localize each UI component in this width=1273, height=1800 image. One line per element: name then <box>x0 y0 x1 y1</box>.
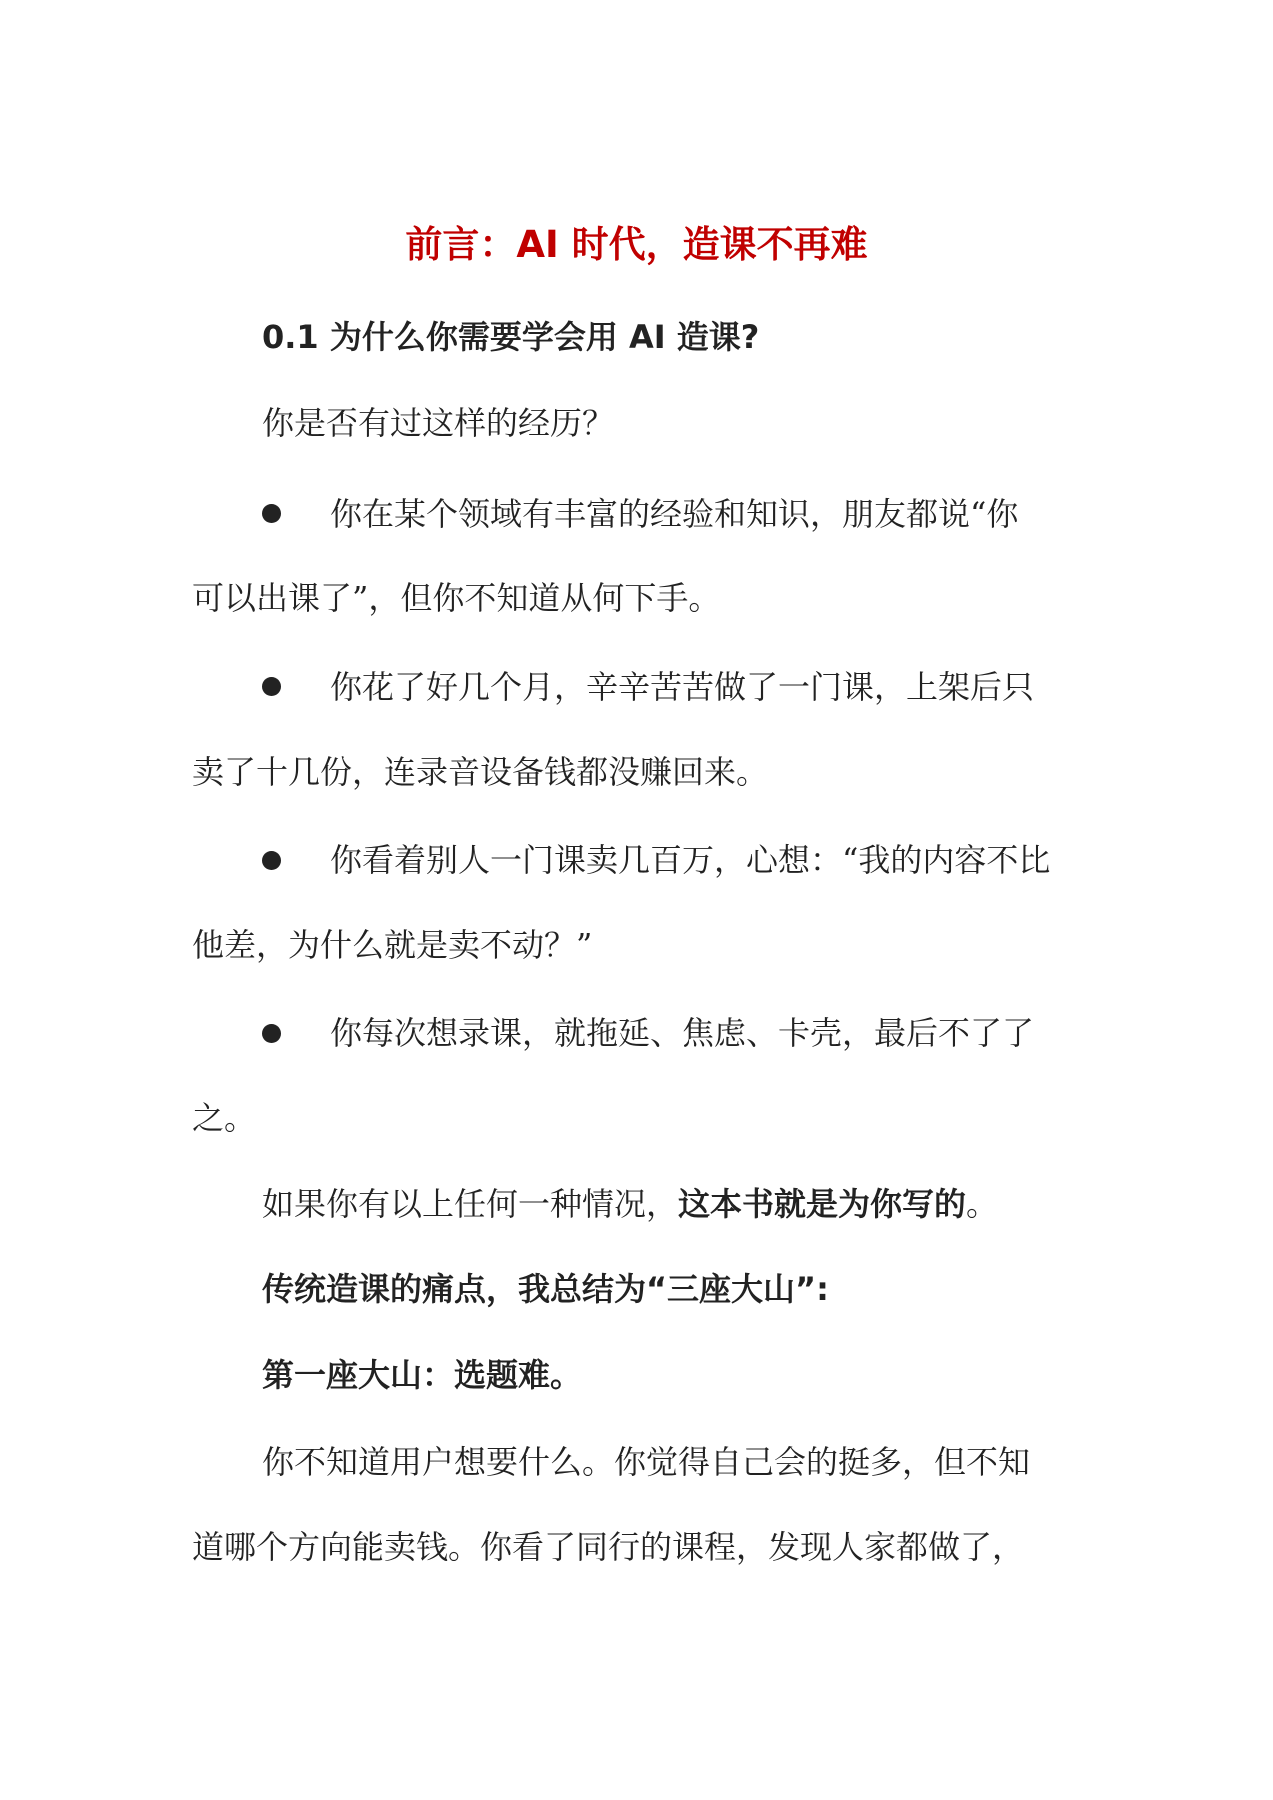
bullet-marker <box>262 1024 281 1043</box>
section-heading: 0.1 为什么你需要学会用 AI 造课? <box>262 318 760 356</box>
bullet-4-line-2: 之。 <box>192 1099 257 1137</box>
mountain-1-para-line-2: 道哪个方向能卖钱。你看了同行的课程，发现人家都做了， <box>192 1528 1025 1566</box>
bullet-1-line-2: 可以出课了”，但你不知道从何下手。 <box>192 579 721 617</box>
mountain-1-para-line-1: 你不知道用户想要什么。你觉得自己会的挺多，但不知 <box>262 1443 1031 1481</box>
pain-points-heading: 传统造课的痛点，我总结为“三座大山”: <box>262 1270 829 1308</box>
bullet-marker <box>262 504 281 523</box>
conclusion-emphasis: 这本书就是为你写的 <box>678 1185 967 1223</box>
bullet-marker <box>262 851 281 870</box>
intro-question: 你是否有过这样的经历？ <box>262 404 615 442</box>
page-title: 前言：AI 时代，造课不再难 <box>405 223 868 266</box>
bullet-3-line-1: 你看着别人一门课卖几百万，心想：“我的内容不比 <box>330 841 1051 879</box>
bullet-marker <box>262 677 281 696</box>
conclusion-paragraph <box>262 1182 998 1226</box>
bullet-2-line-1: 你花了好几个月，辛辛苦苦做了一门课，上架后只 <box>330 668 1035 706</box>
bullet-1-line-1: 你在某个领域有丰富的经验和知识，朋友都说“你 <box>330 495 1019 533</box>
conclusion-text: 如果你有以上任何一种情况， <box>262 1185 679 1223</box>
bullet-4-line-1: 你每次想录课，就拖延、焦虑、卡壳，最后不了了 <box>330 1014 1035 1052</box>
conclusion-end: 。 <box>966 1185 999 1223</box>
bullet-3-line-2: 他差，为什么就是卖不动？” <box>192 926 593 964</box>
mountain-1-heading: 第一座大山：选题难。 <box>262 1356 583 1394</box>
bullet-2-line-2: 卖了十几份，连录音设备钱都没赚回来。 <box>192 753 769 791</box>
